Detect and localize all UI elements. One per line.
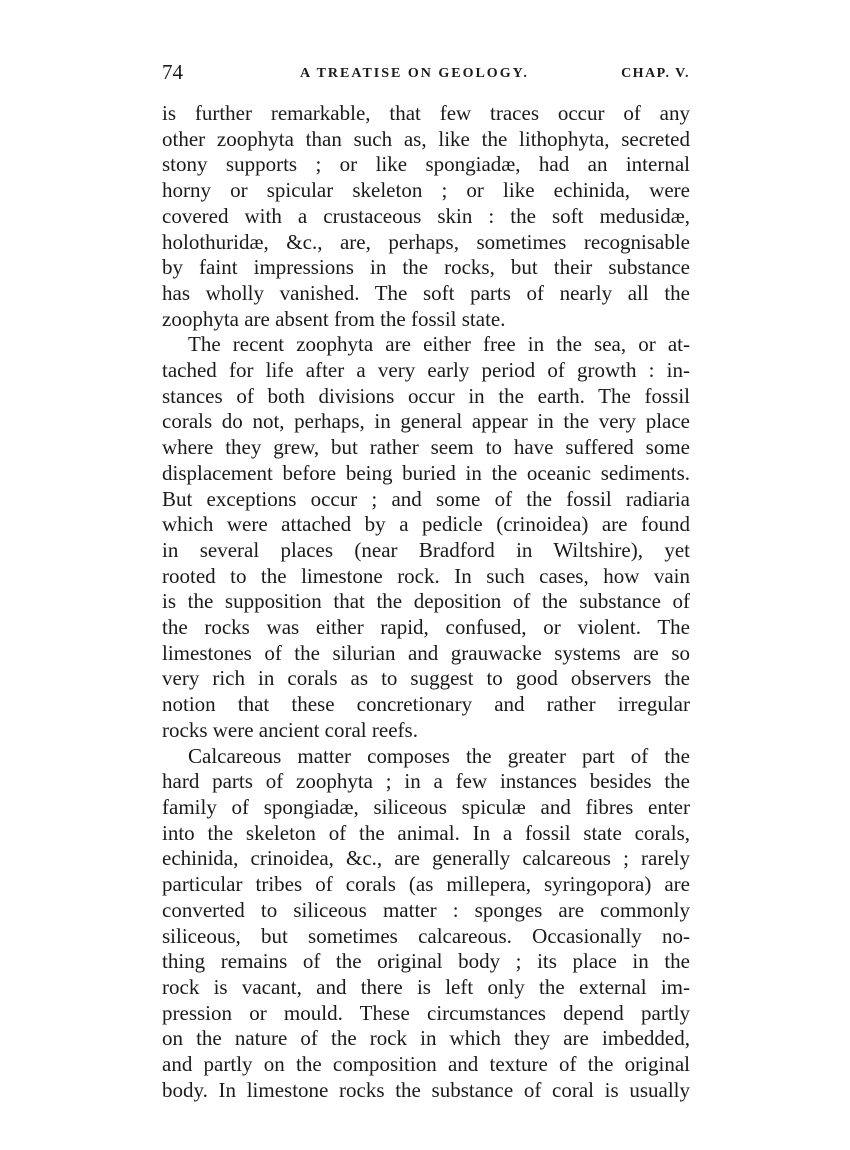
- page-number: 74: [162, 60, 183, 84]
- text-line: notion that these concretionary and rather irregular: [162, 692, 690, 717]
- text-line: into the skeleton of the animal. In a fossil state corals,: [162, 820, 690, 845]
- text-line: the rocks was either rapid, confused, or violent. The: [162, 615, 690, 640]
- text-line: particular tribes of corals (as millepera, syringopora) are: [162, 872, 690, 897]
- text-line: which were attached by a pedicle (crinoidea) are found: [162, 512, 690, 537]
- text-line: on the nature of the rock in which they are imbedded,: [162, 1026, 690, 1051]
- chapter-label: CHAP. V.: [621, 66, 690, 81]
- text-line: echinida, crinoidea, &c., are generally calcareous ; rarely: [162, 846, 690, 871]
- book-title: A TREATISE ON GEOLOGY.: [300, 66, 529, 81]
- text-line: limestones of the silurian and grauwacke systems are so: [162, 640, 690, 665]
- text-line: covered with a crustaceous skin : the soft medusidæ,: [162, 203, 690, 228]
- text-line: tached for life after a very early period of growth : in-: [162, 358, 690, 383]
- text-line: siliceous, but sometimes calcareous. Occasionally no-: [162, 923, 690, 948]
- running-head: [162, 58, 690, 88]
- text-line: stony supports ; or like spongiadæ, had an internal: [162, 152, 690, 177]
- text-line: and partly on the composition and texture of the original: [162, 1052, 690, 1077]
- text-line: converted to siliceous matter : sponges are commonly: [162, 897, 690, 922]
- text-line: other zoophyta than such as, like the lithophyta, secreted: [162, 126, 690, 151]
- text-line: displacement before being buried in the oceanic sediments.: [162, 460, 690, 485]
- text-line: horny or spicular skeleton ; or like echinida, were: [162, 178, 690, 203]
- text-line: by faint impressions in the rocks, but their substance: [162, 255, 690, 280]
- text-line: But exceptions occur ; and some of the fossil radiaria: [162, 486, 690, 511]
- text-line: pression or mould. These circumstances depend partly: [162, 1000, 690, 1025]
- paragraph: [162, 744, 690, 1104]
- text-line: hard parts of zoophyta ; in a few instances besides the: [162, 769, 690, 794]
- paragraph: [162, 101, 690, 332]
- paragraph: [162, 332, 690, 743]
- text-line: is further remarkable, that few traces occur of any: [162, 101, 690, 125]
- text-line: thing remains of the original body ; its place in the: [162, 949, 690, 974]
- text-line: has wholly vanished. The soft parts of nearly all the: [162, 280, 690, 305]
- text-line: The recent zoophyta are either free in the sea, or at-: [188, 332, 690, 357]
- text-line: where they grew, but rather seem to have suffered some: [162, 435, 690, 460]
- text-line: body. In limestone rocks the substance of coral is usually: [162, 1077, 690, 1102]
- text-line: rock is vacant, and there is left only the external im-: [162, 974, 690, 999]
- text-line: holothuridæ, &c., are, perhaps, sometimes recognisable: [162, 229, 690, 254]
- text-line: in several places (near Bradford in Wiltshire), yet: [162, 537, 690, 562]
- book-page: [162, 58, 690, 1103]
- text-line: is the supposition that the deposition of the substance of: [162, 589, 690, 614]
- text-line: very rich in corals as to suggest to good observers the: [162, 666, 690, 691]
- text-line: corals do not, perhaps, in general appear in the very place: [162, 409, 690, 434]
- body-text: [162, 101, 690, 1103]
- text-line: zoophyta are absent from the fossil state.: [162, 306, 506, 331]
- text-line: Calcareous matter composes the greater part of the: [188, 743, 690, 768]
- text-line: stances of both divisions occur in the earth. The fossil: [162, 383, 690, 408]
- text-line: rooted to the limestone rock. In such cases, how vain: [162, 563, 690, 588]
- text-line: family of spongiadæ, siliceous spiculæ and fibres enter: [162, 794, 690, 819]
- text-line: rocks were ancient coral reefs.: [162, 717, 418, 742]
